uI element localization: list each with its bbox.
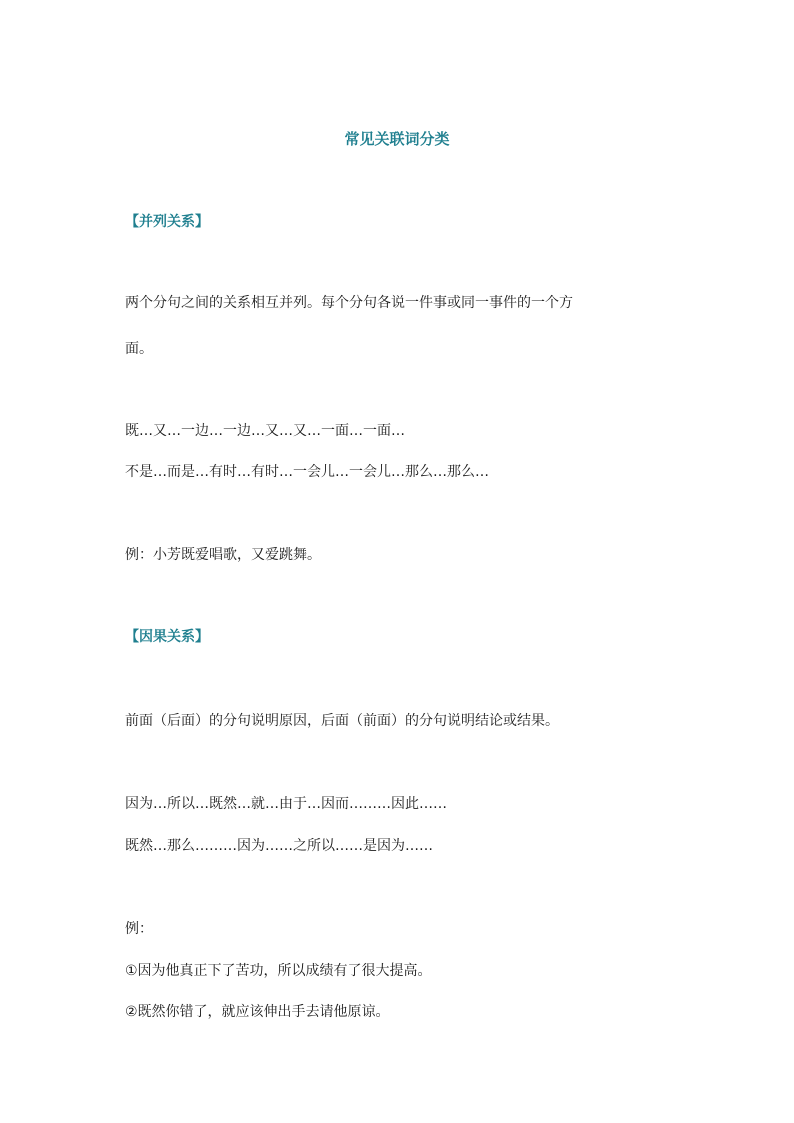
section-heading-causal: 【因果关系】 (125, 629, 209, 645)
section-description-line: 面。 (125, 341, 153, 357)
example-label: 例： (125, 921, 153, 937)
conjunction-word-line: 因为…所以…既然…就…由于…因而………因此…… (125, 796, 447, 812)
page-title: 常见关联词分类 (344, 130, 450, 148)
section-description-line: 前面（后面）的分句说明原因，后面（前面）的分句说明结论或结果。 (125, 713, 559, 729)
example-sentence: 例：小芳既爱唱歌，又爱跳舞。 (125, 547, 321, 563)
example-sentence: ②既然你错了，就应该伸出手去请他原谅。 (125, 1004, 390, 1020)
example-sentence: ①因为他真正下了苦功，所以成绩有了很大提高。 (125, 963, 432, 979)
conjunction-word-line: 既然…那么………因为……之所以……是因为…… (125, 838, 433, 854)
section-heading-parallel: 【并列关系】 (125, 214, 209, 230)
conjunction-word-line: 不是…而是…有时…有时…一会儿…一会儿…那么…那么… (125, 464, 489, 480)
section-description-line: 两个分句之间的关系相互并列。每个分句各说一件事或同一事件的一个方 (125, 295, 573, 311)
conjunction-word-line: 既…又…一边…一边…又…又…一面…一面… (125, 423, 405, 439)
